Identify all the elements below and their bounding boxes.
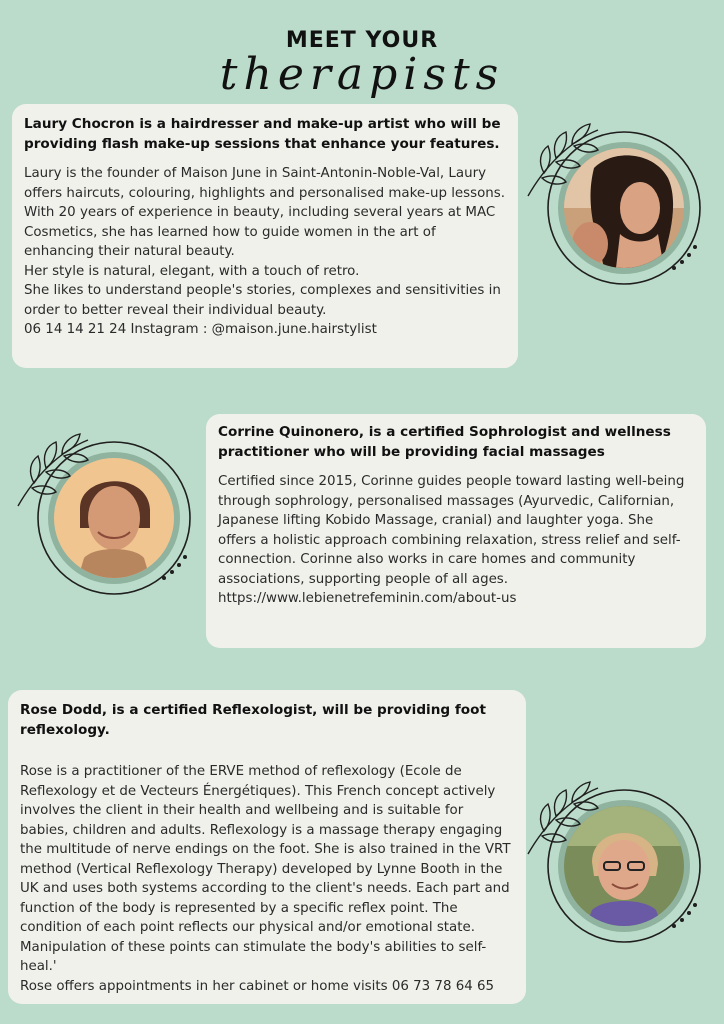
portrait-rose <box>524 776 704 956</box>
therapist-bio: Rose is a practitioner of the ERVE method of reflexology (Ecole de Reflexology et de Vecteurs Énergétiques). This French concept actively involves the client in their health and wellbeing and is suitable for babies, children and adults. Reflexology is a massage therapy engaging the multitude of nerve endings on the foot. She is also trained in the VRT method (Vertical Reflexology Therapy) developed by Lynne Booth in the UK and uses both systems according to the client's needs. Each part and function of the body is represented by a specific reflex point. The condition of each point reflects our physical and/or emotional state. Manipulation of these points can stimulate the body's abilities to self-heal.' Rose offers appointments in her cabinet or home visits 06 73 78 64 65 <box>20 764 511 994</box>
therapist-headline: Laury Chocron is a hairdresser and make-up artist who will be providing flash make-up sessions that enhance your features. <box>24 116 501 152</box>
therapist-card-rose <box>8 690 526 1004</box>
therapist-bio: Laury is the founder of Maison June in Saint-Antonin-Noble-Val, Laury offers haircuts, colouring, highlights and personalised make-up lessons. With 20 years of experience in beauty, including several years at MAC Cosmetics, she has learned how to guide women in the art of enhancing their natural beauty. Her style is natural, elegant, with a touch of retro. She likes to understand people's stories, complexes and sensitivities in order to better reveal their individual beauty. 06 14 14 21 24 Instagram : @maison.june.hairstylist <box>24 166 506 337</box>
portrait-corrine <box>14 428 194 608</box>
page-title-top: MEET YOUR <box>285 28 439 53</box>
page-title-script: therapists <box>219 49 505 100</box>
therapist-headline: Corrine Quinonero, is a certified Sophrologist and wellness practitioner who will be providing facial massages <box>218 424 671 460</box>
therapist-headline: Rose Dodd, is a certified Reflexologist, will be providing foot reflexology. <box>20 702 486 738</box>
page-header <box>0 28 724 101</box>
portrait-laury <box>524 118 704 298</box>
therapist-photo <box>54 458 174 578</box>
therapist-bio: Certified since 2015, Corinne guides people toward lasting well-being through sophrology, personalised massages (Ayurvedic, Californian, Japanese lifting Kobido Massage, cranial) and laughter yoga. She offers a holistic approach combining relaxation, stress relief and self-connection. Corinne also works in care homes and community associations, supporting people of all ages. https://www.lebienetrefeminin.com/about-us <box>218 474 685 606</box>
therapist-photo <box>564 806 684 926</box>
therapist-card-corrine <box>206 414 706 648</box>
therapist-card-laury <box>12 104 518 368</box>
therapist-photo <box>564 148 684 268</box>
